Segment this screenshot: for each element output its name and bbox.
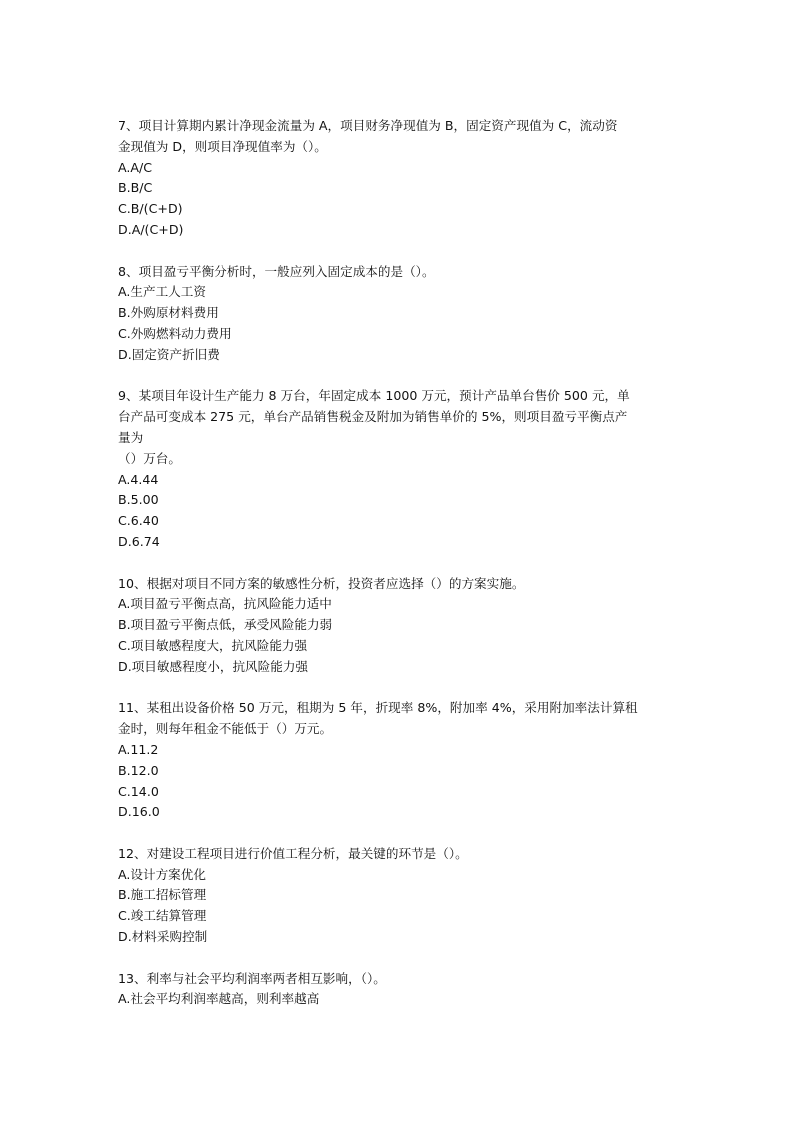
question-8	[118, 262, 684, 366]
option-b: B.5.00	[118, 492, 159, 508]
option-b: B.外购原材料费用	[118, 305, 219, 321]
option-d: D.项目敏感程度小，抗风险能力强	[118, 658, 309, 674]
option-a: A.社会平均利润率越高，则利率越高	[118, 991, 320, 1007]
question-10	[118, 574, 684, 678]
option-c: C.6.40	[118, 513, 159, 529]
option-a: A.11.2	[118, 741, 159, 757]
question-text: 13、利率与社会平均利润率两者相互影响，（）。	[118, 970, 386, 986]
question-text: 9、某项目年设计生产能力 8 万台，年固定成本 1000 万元，预计产品单台售价 500 元，单	[118, 388, 630, 404]
option-a: A.A/C	[118, 159, 153, 175]
question-text: 量为	[118, 429, 144, 445]
option-d: D.固定资产折旧费	[118, 346, 220, 362]
question-text: 7、项目计算期内累计净现金流量为 A，项目财务净现值为 B，固定资产现值为 C，流动资	[118, 118, 618, 133]
question-text: （）万台。	[118, 450, 181, 466]
question-9	[118, 386, 684, 552]
option-a: A.生产工人工资	[118, 284, 206, 300]
option-d: D.16.0	[118, 804, 160, 820]
question-text: 金时，则每年租金不能低于（）万元。	[118, 721, 333, 737]
question-text: 8、项目盈亏平衡分析时，一般应列入固定成本的是（）。	[118, 263, 435, 279]
option-c: C.项目敏感程度大，抗风险能力强	[118, 637, 308, 653]
option-c: C.竣工结算管理	[118, 908, 207, 924]
question-12	[118, 844, 684, 948]
option-d: D.A/(C+D)	[118, 221, 184, 237]
question-text: 金现值为 D，则项目净现值率为（）。	[118, 138, 327, 154]
option-b: B.项目盈亏平衡点低，承受风险能力弱	[118, 617, 333, 633]
document-body	[118, 116, 684, 1031]
option-d: D.材料采购控制	[118, 929, 208, 945]
option-b: B.施工招标管理	[118, 887, 207, 903]
question-13	[118, 969, 684, 1011]
option-b: B.B/C	[118, 180, 153, 196]
option-b: B.12.0	[118, 762, 159, 778]
question-text: 台产品可变成本 275 元，单台产品销售税金及附加为销售单价的 5%，则项目盈亏平衡点产	[118, 409, 628, 425]
option-d: D.6.74	[118, 533, 160, 549]
question-text: 11、某租出设备价格 50 万元，租期为 5 年，折现率 8%，附加率 4%，采用附加率法计算租	[118, 700, 638, 716]
option-a: A.设计方案优化	[118, 866, 206, 882]
question-text: 10、根据对项目不同方案的敏感性分析，投资者应选择（）的方案实施。	[118, 575, 525, 591]
option-a: A.4.44	[118, 471, 159, 487]
question-11	[118, 698, 684, 823]
option-c: C.14.0	[118, 783, 159, 799]
option-c: C.B/(C+D)	[118, 201, 183, 217]
question-text: 12、对建设工程项目进行价值工程分析，最关键的环节是（）。	[118, 845, 468, 861]
option-c: C.外购燃料动力费用	[118, 325, 232, 341]
option-a: A.项目盈亏平衡点高，抗风险能力适中	[118, 596, 332, 612]
question-7	[118, 116, 684, 241]
